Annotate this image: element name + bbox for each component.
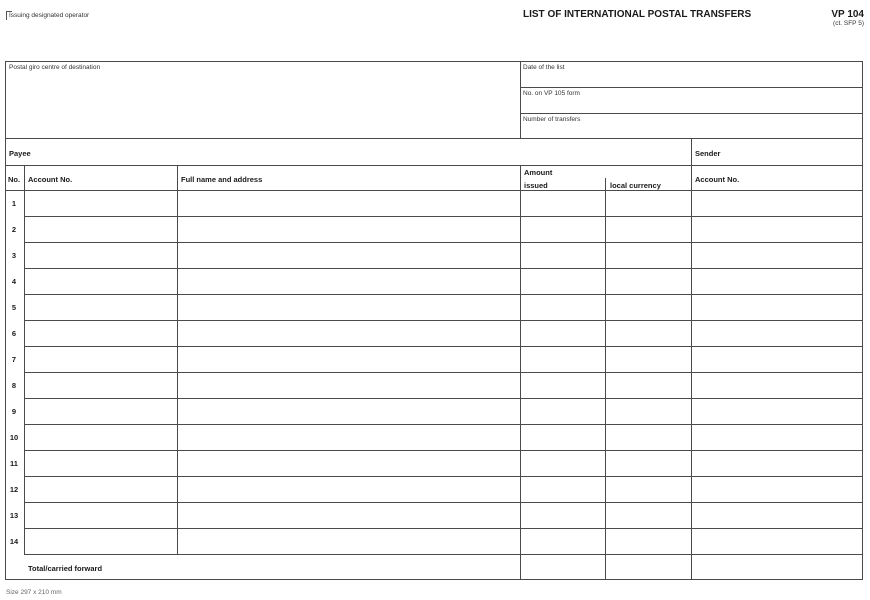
row-number: 12 <box>9 485 19 494</box>
form-reference: (ct. SFP 5) <box>833 20 864 27</box>
column-header-account: Account No. <box>28 175 73 184</box>
table-row-line <box>24 372 863 373</box>
date-of-list-label: Date of the list <box>523 64 565 71</box>
column-header-bottom <box>5 190 863 191</box>
table-row-line <box>24 502 863 503</box>
table-row-line <box>24 320 863 321</box>
top-section-divider <box>520 61 521 139</box>
table-row-line <box>24 398 863 399</box>
table-row-line <box>24 528 863 529</box>
payee-label: Payee <box>9 149 31 158</box>
row-number: 7 <box>11 355 17 364</box>
date-field-divider <box>520 87 863 88</box>
payee-sender-divider <box>691 138 692 580</box>
top-section-bottom <box>5 138 863 139</box>
column-header-name: Full name and address <box>181 175 263 184</box>
form-title: LIST OF INTERNATIONAL POSTAL TRANSFERS <box>523 9 752 20</box>
row-number: 14 <box>9 537 19 546</box>
table-row-line <box>24 424 863 425</box>
col-line-no <box>24 165 25 554</box>
table-row-line <box>24 216 863 217</box>
sender-label: Sender <box>695 149 721 158</box>
table-row-line <box>24 268 863 269</box>
vp105-field-divider <box>520 113 863 114</box>
column-header-amount: Amount <box>524 168 553 177</box>
total-carried-forward-label: Total/carried forward <box>28 564 103 573</box>
issuing-operator-label: Issuing designated operator <box>9 12 90 19</box>
row-number: 2 <box>11 225 17 234</box>
destination-label: Postal giro centre of destination <box>9 64 101 71</box>
size-note: Size 297 x 210 mm <box>6 589 62 596</box>
col-line-issued <box>605 178 606 580</box>
column-header-no: No. <box>8 175 21 184</box>
row-number: 6 <box>11 329 17 338</box>
payee-row-bottom <box>5 165 863 166</box>
table-row-line <box>24 346 863 347</box>
form-code: VP 104 <box>831 9 864 20</box>
row-number: 4 <box>11 277 17 286</box>
table-row-line <box>24 450 863 451</box>
table-row-line <box>24 242 863 243</box>
number-of-transfers-label: Number of transfers <box>523 116 581 123</box>
column-header-issued: issued <box>524 181 548 190</box>
row-number: 5 <box>11 303 17 312</box>
row-number: 11 <box>10 459 18 468</box>
row-number: 1 <box>11 199 17 208</box>
table-row-line <box>24 476 863 477</box>
row-number: 3 <box>11 251 17 260</box>
row-number: 9 <box>11 407 17 416</box>
row-number: 8 <box>11 381 17 390</box>
vp105-number-label: No. on VP 105 form <box>523 90 580 97</box>
row-number: 10 <box>9 433 19 442</box>
column-header-local-currency: local currency <box>610 181 661 190</box>
table-row-line <box>24 554 863 555</box>
table-row-line <box>24 294 863 295</box>
row-number: 13 <box>9 511 19 520</box>
column-header-sender-account: Account No. <box>695 175 740 184</box>
col-line-account <box>177 165 178 554</box>
